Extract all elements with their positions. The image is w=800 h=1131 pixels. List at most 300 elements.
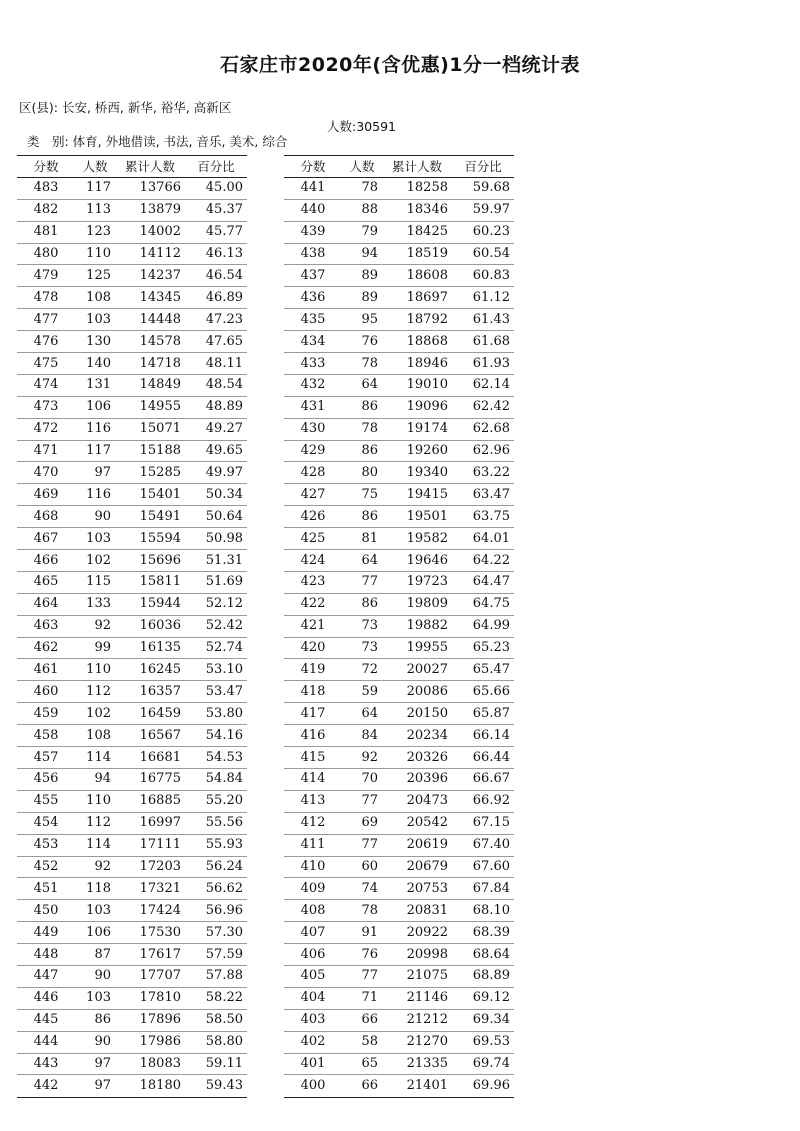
table-cell: 56.62 [205,880,243,896]
table-cell: 15944 [139,596,181,612]
table-cell: 69.12 [472,990,510,1006]
table-cell: 20234 [406,727,448,743]
table-cell: 52.74 [205,640,243,656]
table-cell: 405 [300,968,326,984]
table-cell: 48.54 [205,377,243,393]
column-header: 分数 [33,158,59,174]
table-cell: 409 [300,880,326,896]
table-cell: 467 [33,530,59,546]
table-row [284,309,514,331]
table-cell: 68.64 [472,946,510,962]
table-cell: 440 [300,202,326,218]
table-cell: 65.66 [472,683,510,699]
table-cell: 461 [33,661,59,677]
table-cell: 110 [86,793,111,809]
table-row [17,769,247,791]
table-cell: 61.12 [472,289,510,305]
table-cell: 46.54 [205,267,243,283]
table-row [284,659,514,681]
table-cell: 20150 [406,705,448,721]
table-row [284,638,514,660]
table-cell: 86 [94,1012,111,1028]
table-cell: 56.96 [205,902,243,918]
table-cell: 454 [33,815,59,831]
table-cell: 65.87 [472,705,510,721]
table-cell: 401 [300,1056,326,1072]
table-cell: 66 [361,1078,378,1094]
table-cell: 64 [361,705,378,721]
table-cell: 19415 [406,486,448,502]
table-cell: 17321 [139,880,181,896]
score-table-right [284,155,514,1098]
table-cell: 16036 [139,618,181,634]
table-cell: 432 [300,377,326,393]
count-text: 人数:30591 [327,119,396,134]
table-cell: 90 [94,1034,111,1050]
table-cell: 55.93 [205,837,243,853]
table-cell: 472 [33,421,59,437]
table-cell: 87 [94,946,111,962]
table-cell: 72 [361,661,378,677]
table-cell: 15188 [139,443,181,459]
table-cell: 408 [300,902,326,918]
column-header: 人数 [349,158,375,174]
table-row [17,638,247,660]
table-row [17,484,247,506]
table-cell: 75 [361,486,378,502]
table-cell: 18792 [406,311,448,327]
table-cell: 14112 [139,246,181,262]
table-cell: 97 [94,464,111,480]
table-cell: 54.84 [205,771,243,787]
table-cell: 68.89 [472,968,510,984]
table-cell: 20086 [406,683,448,699]
table-cell: 65 [361,1056,378,1072]
table-row [17,375,247,397]
table-cell: 19882 [406,618,448,634]
table-cell: 123 [86,224,111,240]
table-row [17,659,247,681]
table-cell: 86 [361,399,378,415]
table-cell: 419 [300,661,326,677]
table-cell: 63.22 [472,464,510,480]
table-cell: 78 [361,421,378,437]
table-cell: 103 [86,990,111,1006]
table-row [17,681,247,703]
table-row [284,1075,514,1097]
table-cell: 48.89 [205,399,243,415]
table-cell: 67.84 [472,880,510,896]
table-cell: 20396 [406,771,448,787]
table-row [284,287,514,309]
table-row [17,397,247,419]
table-cell: 74 [361,880,378,896]
table-row [17,200,247,222]
table-cell: 14849 [139,377,181,393]
table-row [284,331,514,353]
table-cell: 88 [361,202,378,218]
table-cell: 20326 [406,749,448,765]
table-cell: 61.68 [472,333,510,349]
table-cell: 66.44 [472,749,510,765]
table-cell: 51.69 [205,574,243,590]
table-cell: 94 [94,771,111,787]
table-row [17,966,247,988]
table-cell: 426 [300,508,326,524]
table-cell: 86 [361,596,378,612]
table-row [17,178,247,200]
table-cell: 470 [33,464,59,480]
table-cell: 131 [86,377,111,393]
table-cell: 73 [361,640,378,656]
table-cell: 62.68 [472,421,510,437]
table-row [17,331,247,353]
table-cell: 20831 [406,902,448,918]
table-cell: 130 [86,333,111,349]
table-cell: 14448 [139,311,181,327]
table-cell: 49.65 [205,443,243,459]
table-row [284,200,514,222]
table-cell: 13879 [139,202,181,218]
table-row [17,441,247,463]
table-cell: 54.16 [205,727,243,743]
table-cell: 18608 [406,267,448,283]
table-cell: 89 [361,267,378,283]
table-cell: 68.10 [472,902,510,918]
table-cell: 406 [300,946,326,962]
table-cell: 115 [86,574,111,590]
table-row [17,528,247,550]
table-cell: 92 [361,749,378,765]
table-cell: 466 [33,552,59,568]
table-cell: 71 [361,990,378,1006]
table-cell: 64.47 [472,574,510,590]
table-row [284,419,514,441]
table-cell: 16357 [139,683,181,699]
table-cell: 53.10 [205,661,243,677]
table-cell: 52.42 [205,618,243,634]
table-cell: 110 [86,661,111,677]
table-cell: 436 [300,289,326,305]
table-cell: 20922 [406,924,448,940]
table-cell: 90 [94,968,111,984]
table-row [284,353,514,375]
table-cell: 63.75 [472,508,510,524]
table-cell: 474 [33,377,59,393]
table-row [17,419,247,441]
table-cell: 92 [94,859,111,874]
table-cell: 21401 [406,1078,448,1094]
table-row [284,616,514,638]
table-row [17,572,247,594]
table-row [284,944,514,966]
table-cell: 95 [361,311,378,327]
table-cell: 16997 [139,815,181,831]
table-cell: 442 [33,1078,59,1094]
table-cell: 69.53 [472,1034,510,1050]
table-row [17,506,247,528]
table-cell: 16885 [139,793,181,809]
table-row [284,528,514,550]
table-cell: 110 [86,246,111,262]
table-row [284,791,514,813]
table-cell: 47.65 [205,333,243,349]
column-header: 百分比 [197,158,235,174]
score-table-left [17,155,247,1098]
table-cell: 20619 [406,837,448,853]
table-cell: 19174 [406,421,448,437]
table-row [284,747,514,769]
table-cell: 16135 [139,640,181,656]
table-cell: 117 [86,180,111,196]
table-cell: 54.53 [205,749,243,765]
table-cell: 65.23 [472,640,510,656]
table-cell: 60.23 [472,224,510,240]
table-cell: 479 [33,267,59,283]
table-row [17,791,247,813]
table-cell: 78 [361,355,378,371]
table-cell: 68.39 [472,924,510,940]
column-header: 累计人数 [391,158,442,174]
table-cell: 18946 [406,355,448,371]
table-cell: 19582 [406,530,448,546]
table-cell: 69.34 [472,1012,510,1028]
district-line: 区(县): 长安, 桥西, 新华, 裕华, 高新区 [19,100,232,115]
table-cell: 79 [361,224,378,240]
table-row [284,178,514,200]
table-cell: 89 [361,289,378,305]
table-cell: 45.37 [205,202,243,218]
table-row [17,222,247,244]
table-row [17,462,247,484]
table-cell: 14002 [139,224,181,240]
table-cell: 437 [300,267,326,283]
table-cell: 97 [94,1056,111,1072]
table-row [284,572,514,594]
table-cell: 459 [33,705,59,721]
table-row [284,375,514,397]
table-cell: 448 [33,946,59,962]
table-cell: 55.56 [205,815,243,831]
table-cell: 446 [33,990,59,1006]
table-cell: 78 [361,180,378,196]
table-cell: 17617 [139,946,181,962]
table-cell: 433 [300,355,326,371]
table-row [284,878,514,900]
table-row [17,594,247,616]
table-cell: 403 [300,1012,326,1028]
table-cell: 475 [33,355,59,371]
table-cell: 45.00 [205,180,243,196]
table-cell: 67.40 [472,837,510,853]
table-row [17,287,247,309]
table-cell: 56.24 [205,859,243,874]
table-cell: 449 [33,924,59,940]
table-cell: 434 [300,333,326,349]
table-cell: 103 [86,902,111,918]
table-cell: 67.15 [472,815,510,831]
table-row [284,441,514,463]
table-row [284,966,514,988]
table-cell: 116 [86,486,111,502]
table-cell: 49.27 [205,421,243,437]
table-cell: 478 [33,289,59,305]
table-cell: 465 [33,574,59,590]
table-row [284,462,514,484]
table-cell: 108 [86,289,111,305]
table-cell: 458 [33,727,59,743]
table-cell: 17530 [139,924,181,940]
table-cell: 13766 [139,180,181,196]
table-cell: 438 [300,246,326,262]
table-cell: 14718 [139,355,181,371]
table-cell: 441 [300,180,326,196]
table-cell: 102 [86,705,111,721]
table-row [284,1032,514,1054]
table-cell: 69.96 [472,1078,510,1094]
table-cell: 15491 [139,508,181,524]
table-cell: 58 [361,1034,378,1050]
table-cell: 66.67 [472,771,510,787]
table-cell: 61.43 [472,311,510,327]
table-cell: 66.14 [472,727,510,743]
table-cell: 430 [300,421,326,437]
table-cell: 462 [33,640,59,656]
table-cell: 464 [33,596,59,612]
table-cell: 62.42 [472,399,510,415]
table-cell: 19723 [406,574,448,590]
table-cell: 439 [300,224,326,240]
table-row [284,857,514,879]
table-cell: 21075 [406,968,448,984]
table-row [284,681,514,703]
table-cell: 64.75 [472,596,510,612]
table-cell: 17424 [139,902,181,918]
table-cell: 16459 [139,705,181,721]
table-cell: 76 [361,946,378,962]
table-cell: 64 [361,377,378,393]
table-cell: 62.96 [472,443,510,459]
table-cell: 460 [33,683,59,699]
table-row [284,594,514,616]
table-cell: 444 [33,1034,59,1050]
table-cell: 112 [86,815,111,831]
table-cell: 20679 [406,859,448,874]
table-row [17,1010,247,1032]
table-cell: 481 [33,224,59,240]
table-cell: 15071 [139,421,181,437]
table-cell: 20753 [406,880,448,896]
table-row [17,703,247,725]
table-cell: 16567 [139,727,181,743]
table-cell: 17986 [139,1034,181,1050]
table-cell: 92 [94,618,111,634]
table-cell: 53.47 [205,683,243,699]
table-row [284,244,514,266]
table-cell: 81 [361,530,378,546]
table-row [284,265,514,287]
table-cell: 424 [300,552,326,568]
table-row [17,857,247,879]
table-cell: 417 [300,705,326,721]
table-cell: 418 [300,683,326,699]
table-cell: 66 [361,1012,378,1028]
table-cell: 73 [361,618,378,634]
table-row [17,813,247,835]
category-text: 类 别: 体育, 外地借读, 书法, 音乐, 美术, 综合 [26,134,288,149]
table-row [17,616,247,638]
table-row [17,265,247,287]
table-row [17,550,247,572]
table-cell: 65.47 [472,661,510,677]
table-cell: 47.23 [205,311,243,327]
table-cell: 50.34 [205,486,243,502]
table-cell: 463 [33,618,59,634]
table-row [17,1075,247,1097]
table-cell: 50.64 [205,508,243,524]
column-header: 分数 [300,158,326,174]
table-cell: 14578 [139,333,181,349]
table-cell: 410 [300,859,326,874]
table-cell: 106 [86,924,111,940]
table-row [17,835,247,857]
table-cell: 16681 [139,749,181,765]
table-cell: 102 [86,552,111,568]
table-cell: 19646 [406,552,448,568]
table-cell: 77 [361,793,378,809]
table-cell: 20027 [406,661,448,677]
table-cell: 18868 [406,333,448,349]
table-cell: 15811 [139,574,181,590]
table-cell: 453 [33,837,59,853]
table-cell: 414 [300,771,326,787]
table-cell: 50.98 [205,530,243,546]
table-cell: 59.68 [472,180,510,196]
table-cell: 423 [300,574,326,590]
table-cell: 431 [300,399,326,415]
table-cell: 17203 [139,859,181,874]
table-cell: 86 [361,443,378,459]
table-cell: 21335 [406,1056,448,1072]
table-row [284,835,514,857]
table-cell: 66.92 [472,793,510,809]
table-cell: 476 [33,333,59,349]
table-cell: 427 [300,486,326,502]
table-cell: 61.93 [472,355,510,371]
table-cell: 112 [86,683,111,699]
table-cell: 443 [33,1056,59,1072]
table-cell: 91 [361,924,378,940]
table-cell: 76 [361,333,378,349]
table-cell: 57.88 [205,968,243,984]
table-cell: 415 [300,749,326,765]
table-cell: 17896 [139,1012,181,1028]
table-cell: 57.59 [205,946,243,962]
table-cell: 19010 [406,377,448,393]
table-cell: 473 [33,399,59,415]
table-cell: 60.54 [472,246,510,262]
table-cell: 428 [300,464,326,480]
table-cell: 18083 [139,1056,181,1072]
table-cell: 480 [33,246,59,262]
table-row [17,353,247,375]
table-cell: 15594 [139,530,181,546]
table-cell: 108 [86,727,111,743]
table-cell: 15696 [139,552,181,568]
table-cell: 483 [33,180,59,196]
table-cell: 447 [33,968,59,984]
table-cell: 14237 [139,267,181,283]
